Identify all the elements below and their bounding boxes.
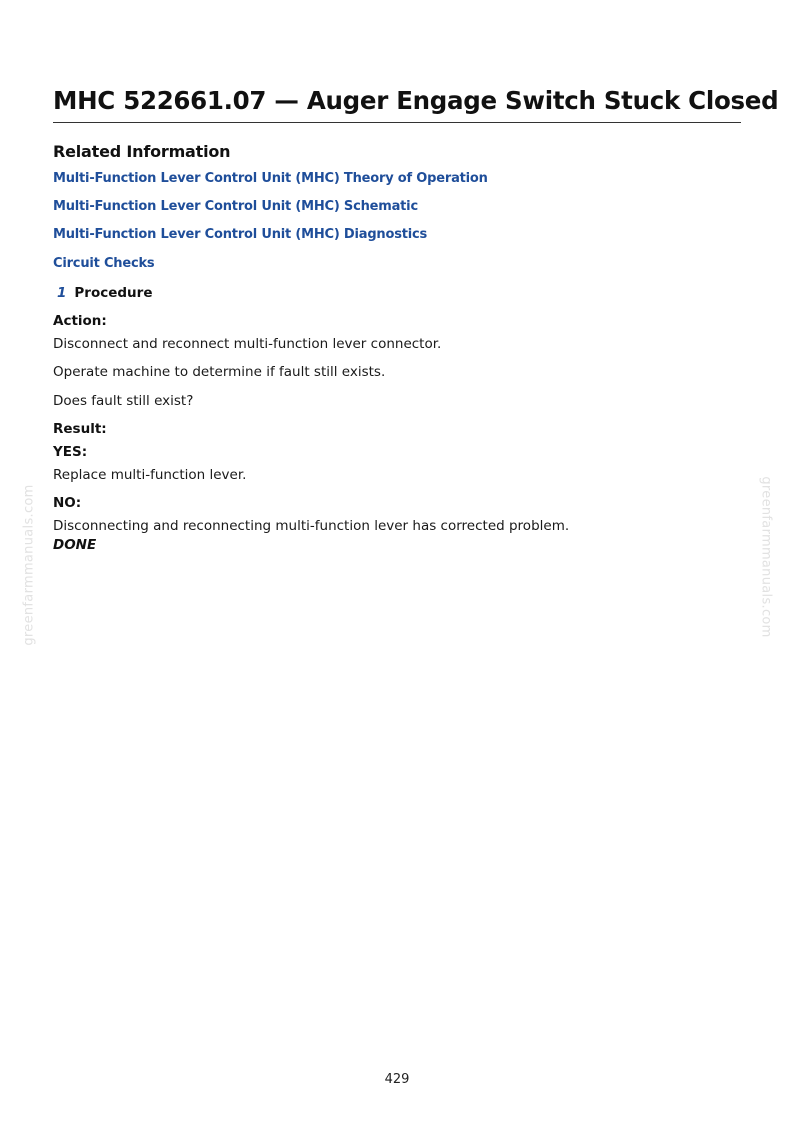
action-label: Action:: [53, 313, 107, 329]
no-label: NO:: [53, 495, 82, 511]
page-number: 429: [384, 1072, 410, 1087]
procedure-step: [57, 285, 152, 301]
done-label: DONE: [53, 537, 97, 553]
related-information-heading: Related Information: [53, 142, 231, 161]
link-diagnostics[interactable]: Multi-Function Lever Control Unit (MHC) Diagnostics: [53, 227, 428, 242]
action-line-disconnect: Disconnect and reconnect multi-function lever connector.: [53, 336, 442, 352]
no-text: Disconnecting and reconnecting multi-function lever has corrected problem.: [53, 518, 570, 534]
step-number: 1: [57, 285, 67, 301]
link-theory-of-operation[interactable]: Multi-Function Lever Control Unit (MHC) Theory of Operation: [53, 171, 488, 186]
yes-text: Replace multi-function lever.: [53, 467, 247, 483]
title-divider: [53, 122, 741, 123]
watermark-left: greenfarmmanuals.com: [21, 484, 37, 646]
watermark-right: greenfarmmanuals.com: [758, 476, 774, 638]
action-line-question: Does fault still exist?: [53, 393, 194, 409]
step-label: Procedure: [74, 285, 153, 301]
link-schematic[interactable]: Multi-Function Lever Control Unit (MHC) Schematic: [53, 199, 418, 214]
page-title: MHC 522661.07 — Auger Engage Switch Stuck Closed: [53, 86, 779, 115]
result-label: Result:: [53, 421, 107, 437]
link-circuit-checks[interactable]: Circuit Checks: [53, 256, 155, 271]
action-line-operate: Operate machine to determine if fault still exists.: [53, 364, 386, 380]
yes-label: YES:: [53, 444, 88, 460]
